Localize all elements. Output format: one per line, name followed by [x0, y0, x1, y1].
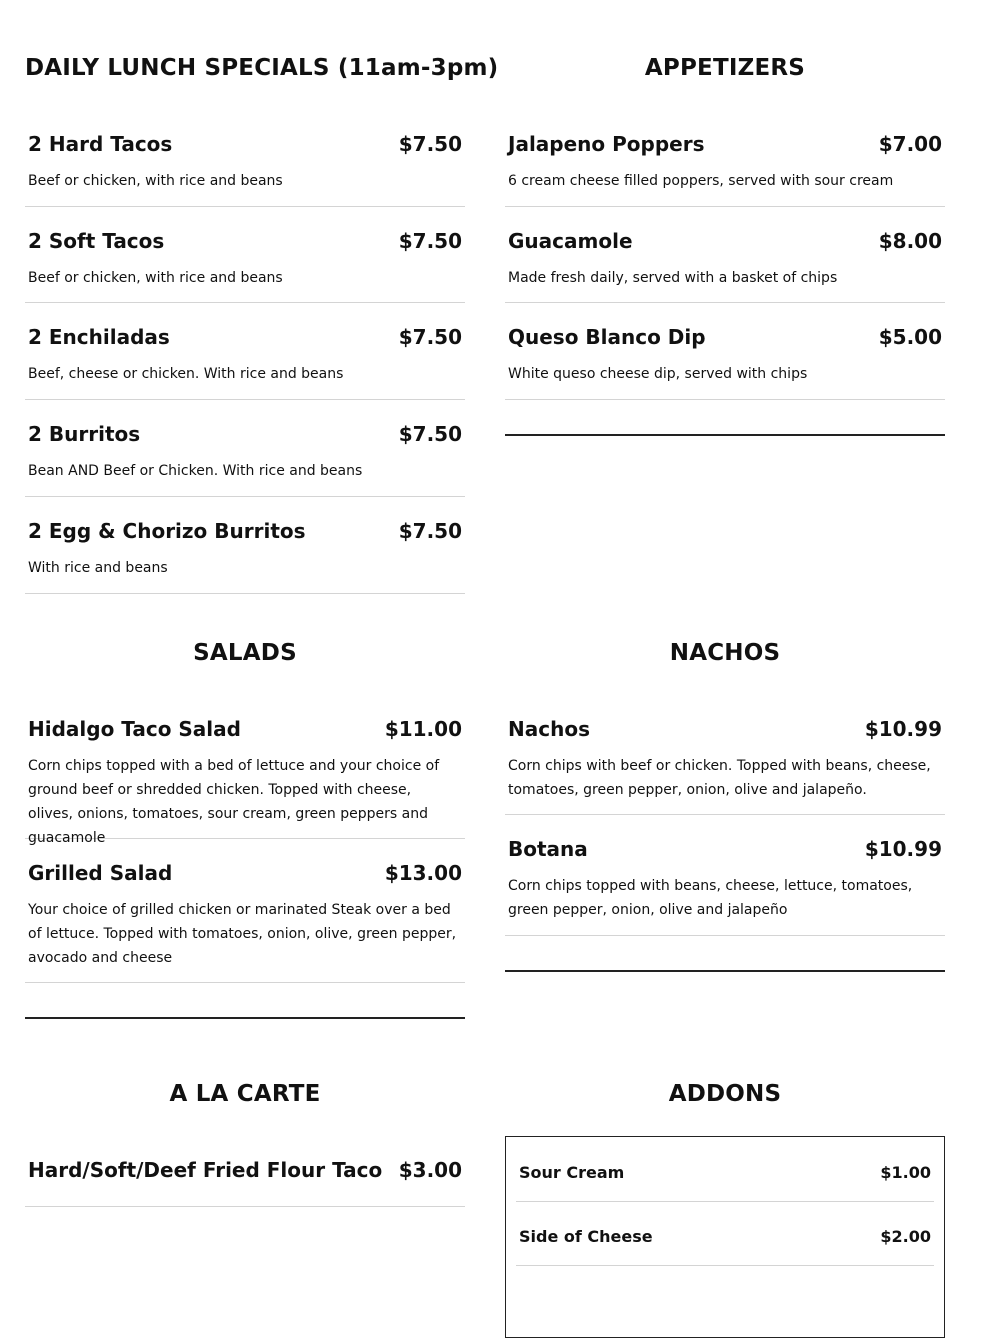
menu-item: [25, 716, 465, 846]
addon-row: [516, 1137, 934, 1202]
section-end-rule: [25, 1017, 465, 1019]
item-name: Hidalgo Taco Salad: [28, 717, 241, 741]
item-name: Botana: [508, 837, 588, 861]
item-name: 2 Enchiladas: [28, 325, 170, 349]
section-title: APPETIZERS: [644, 55, 806, 81]
item-price: $7.50: [398, 229, 462, 253]
section-title: A LA CARTE: [169, 1081, 321, 1107]
item-name: 2 Soft Tacos: [28, 229, 165, 253]
menu-item: [505, 324, 945, 400]
item-description: Corn chips topped with beans, cheese, lettuce, tomatoes, green pepper, onion, olive and jalapeño: [508, 878, 913, 918]
item-description: Bean AND Beef or Chicken. With rice and beans: [28, 463, 363, 479]
menu-item: [25, 324, 465, 400]
menu-item: [505, 131, 945, 207]
menu-item: [505, 228, 945, 303]
item-name: Queso Blanco Dip: [508, 325, 706, 349]
item-price: $7.50: [398, 325, 462, 349]
item-name: Guacamole: [508, 229, 633, 253]
menu-item: [25, 518, 465, 594]
item-description: Beef, cheese or chicken. With rice and beans: [28, 366, 344, 382]
section-title: SALADS: [193, 640, 297, 666]
item-description: Corn chips with beef or chicken. Topped with beans, cheese, tomatoes, green pepper, onion, olive and jalapeño.: [508, 758, 931, 798]
item-description: White queso cheese dip, served with chips: [508, 366, 808, 382]
item-price: $10.99: [864, 837, 942, 861]
item-price: $3.00: [398, 1158, 462, 1182]
item-name: 2 Hard Tacos: [28, 132, 173, 156]
item-name: Nachos: [508, 717, 590, 741]
menu-item: [505, 716, 945, 815]
section-end-rule: [505, 970, 945, 972]
item-description: Made fresh daily, served with a basket of chips: [508, 270, 838, 286]
item-price: $5.00: [878, 325, 942, 349]
menu-item: [25, 131, 465, 207]
section-title: DAILY LUNCH SPECIALS (11am-3pm): [25, 55, 499, 81]
item-price: $7.50: [398, 132, 462, 156]
addon-price: $2.00: [880, 1227, 931, 1246]
item-name: Hard/Soft/Deef Fried Flour Taco: [28, 1158, 383, 1182]
menu-item: [25, 860, 465, 983]
item-name: 2 Burritos: [28, 422, 141, 446]
item-description: Corn chips topped with a bed of lettuce and your choice of ground beef or shredded chicken. Topped with cheese, olives, onions, tomatoes, sour cream, green peppers and guacamole: [28, 758, 440, 846]
section-title: ADDONS: [668, 1081, 782, 1107]
section-title: NACHOS: [669, 640, 781, 666]
addon-name: Side of Cheese: [519, 1227, 653, 1246]
menu-item: [505, 836, 945, 936]
item-price: $7.00: [878, 132, 942, 156]
item-price: $10.99: [864, 717, 942, 741]
section-end-rule: [505, 434, 945, 436]
item-price: $11.00: [384, 717, 462, 741]
menu-item: [25, 1157, 465, 1207]
item-name: Jalapeno Poppers: [508, 132, 705, 156]
addon-price: $1.00: [880, 1163, 931, 1182]
item-name: 2 Egg & Chorizo Burritos: [28, 519, 306, 543]
item-description: Your choice of grilled chicken or marinated Steak over a bed of lettuce. Topped with tomatoes, onion, olive, green pepper, avocado and cheese: [28, 902, 457, 966]
item-price: $7.50: [398, 519, 462, 543]
addon-row: [516, 1201, 934, 1266]
item-price: $8.00: [878, 229, 942, 253]
addon-name: Sour Cream: [519, 1163, 625, 1182]
addons-box: [505, 1136, 945, 1338]
item-price: $13.00: [384, 861, 462, 885]
item-description: With rice and beans: [28, 560, 168, 576]
item-description: Beef or chicken, with rice and beans: [28, 173, 283, 189]
item-name: Grilled Salad: [28, 861, 173, 885]
item-description: 6 cream cheese filled poppers, served with sour cream: [508, 173, 894, 189]
item-description: Beef or chicken, with rice and beans: [28, 270, 283, 286]
menu-item: [25, 228, 465, 303]
item-price: $7.50: [398, 422, 462, 446]
menu-item: [25, 421, 465, 497]
